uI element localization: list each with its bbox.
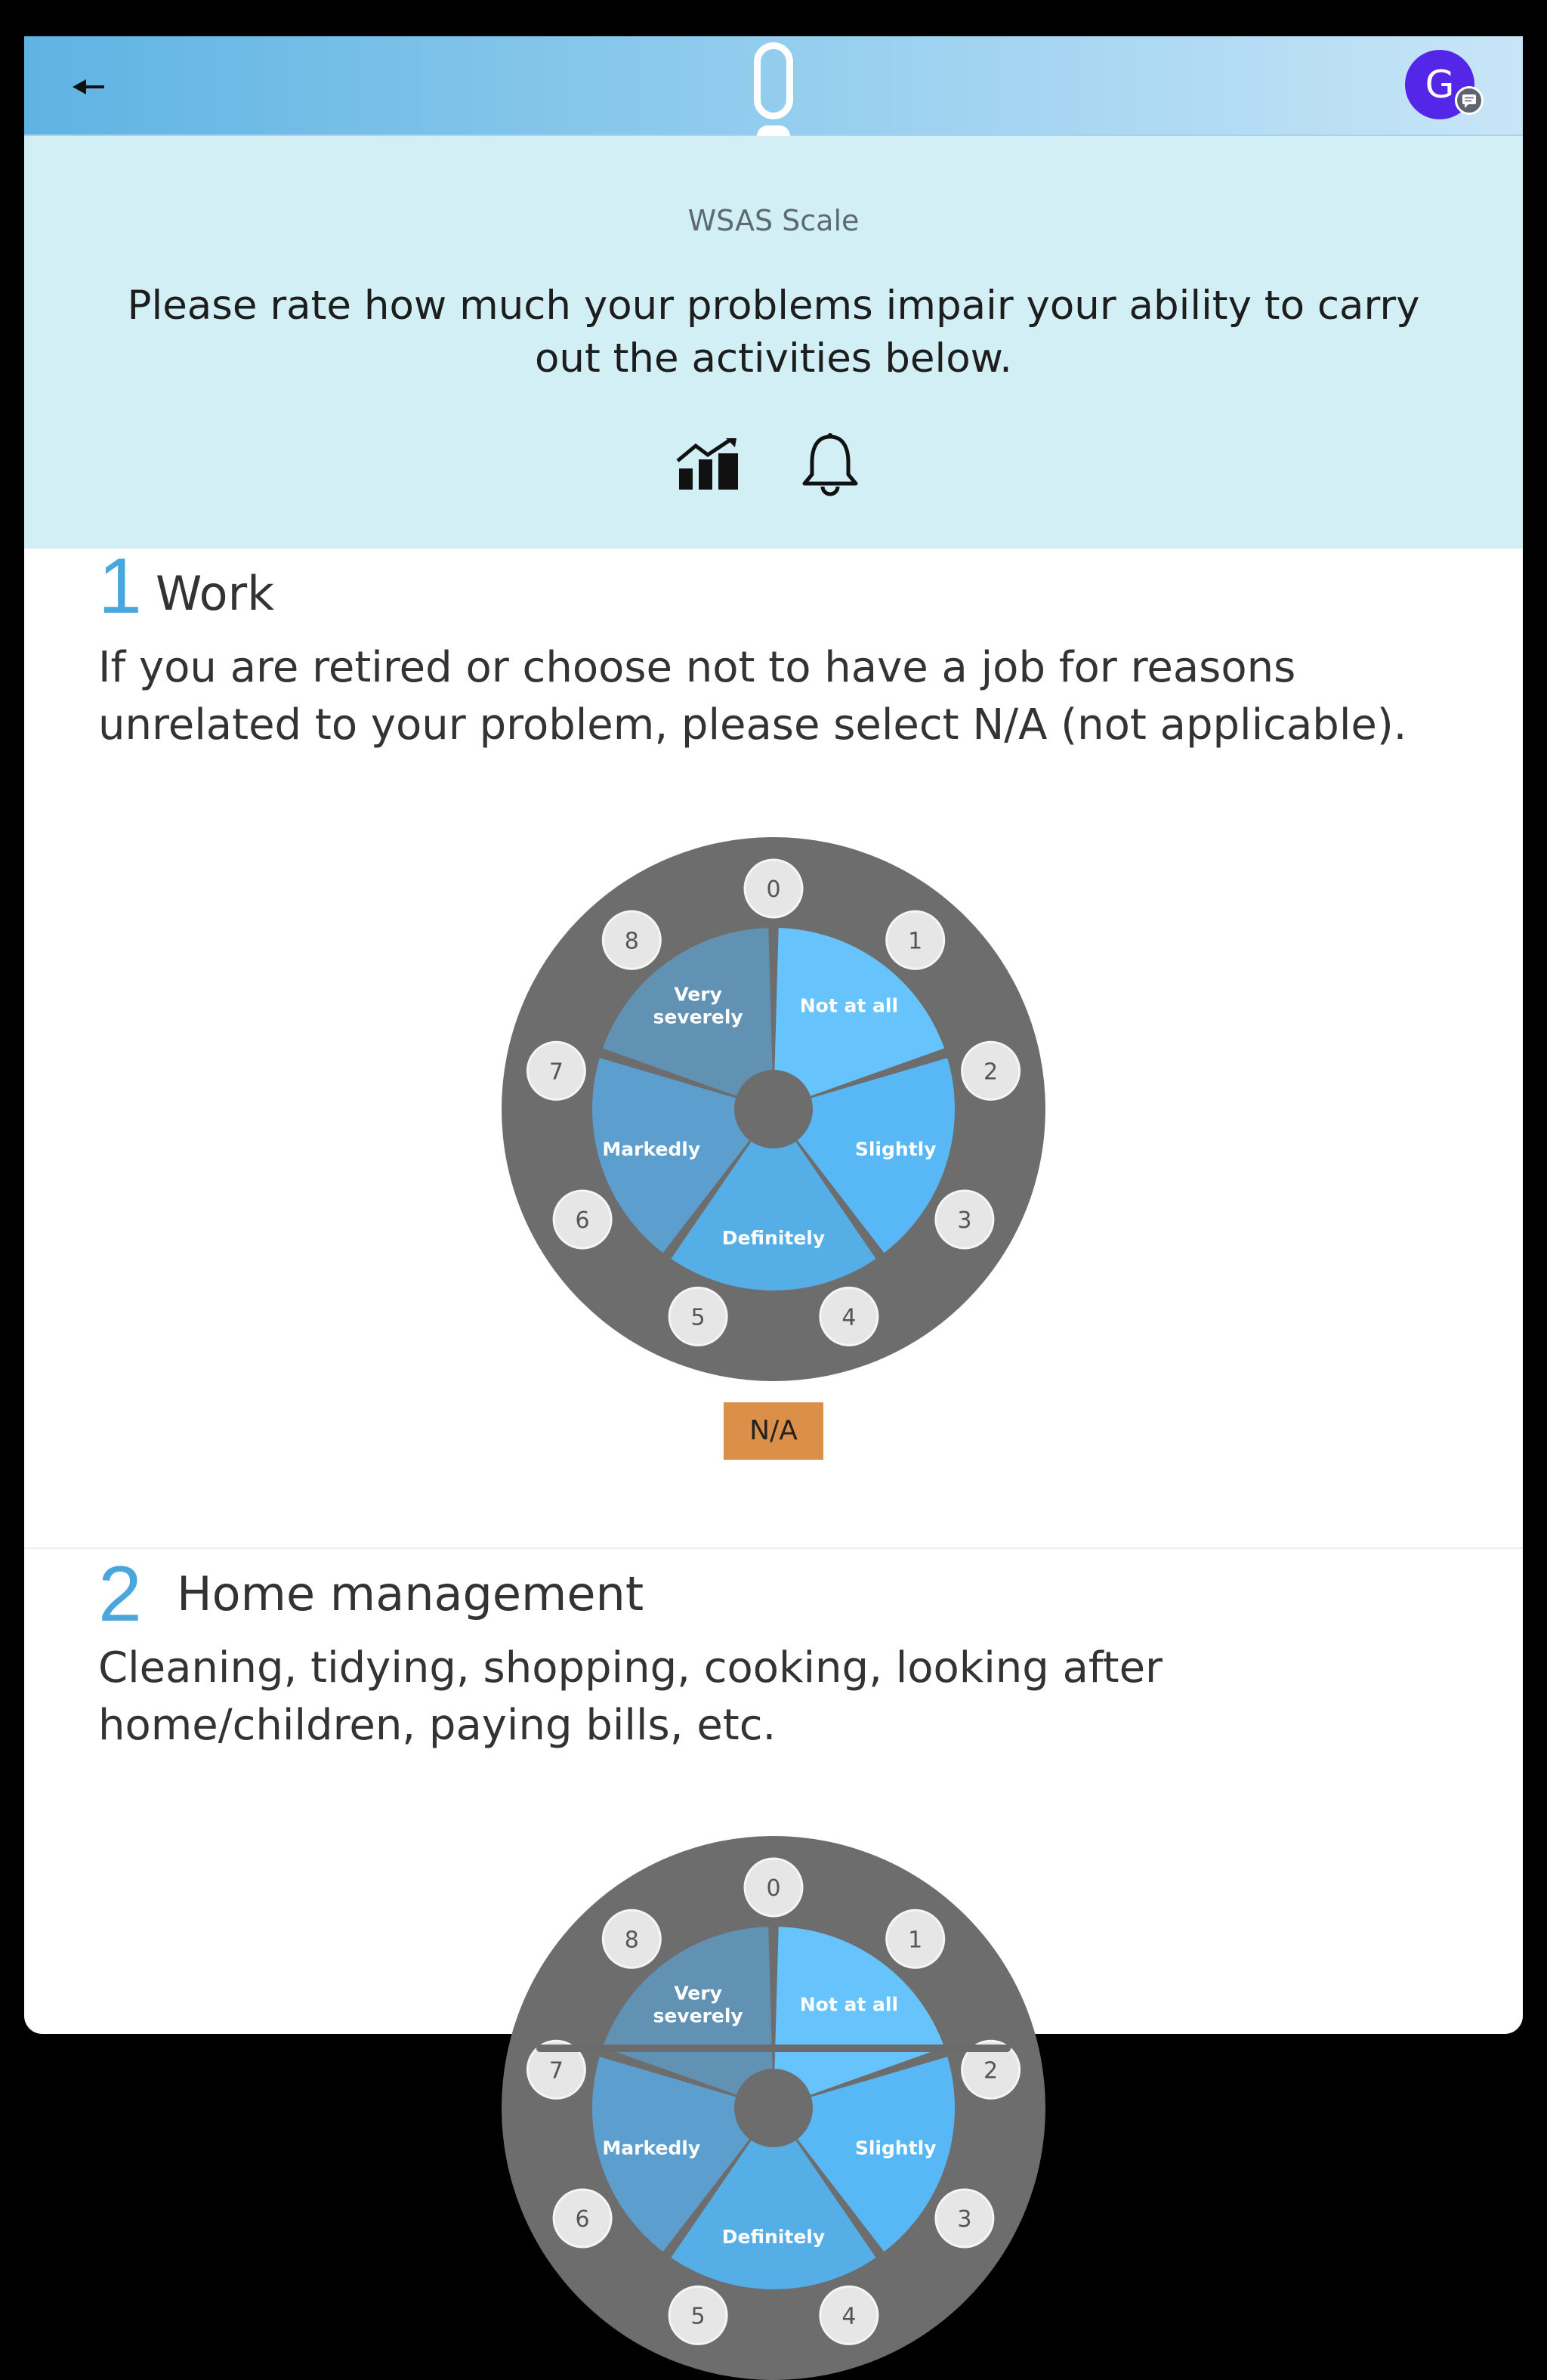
dial-segment-label: Slightly bbox=[854, 2137, 937, 2159]
question-title: Home management bbox=[177, 1566, 644, 1621]
rating-dial[interactable] bbox=[502, 837, 1045, 1381]
dial-option-number: 4 bbox=[841, 2303, 857, 2330]
dial-segment-label: Not at all bbox=[799, 994, 899, 1017]
dial-option-0[interactable] bbox=[745, 1859, 802, 1916]
dial-option-number: 1 bbox=[908, 928, 923, 955]
bell-icon[interactable] bbox=[801, 432, 859, 496]
dial-option-4[interactable] bbox=[820, 1287, 878, 1345]
dial-option-number: 3 bbox=[957, 2206, 972, 2233]
na-button[interactable]: N/A bbox=[724, 1402, 823, 1460]
dial-option-number: 6 bbox=[575, 2206, 590, 2233]
intro-instructions: Please rate how much your problems impair your ability to carry out the activities below. bbox=[127, 283, 1420, 382]
dial-option-7[interactable] bbox=[527, 1042, 585, 1099]
dial-option-number: 2 bbox=[983, 2057, 999, 2085]
dial-option-number: 5 bbox=[690, 1304, 706, 1331]
dial-option-number: 0 bbox=[766, 876, 781, 903]
home-indicator bbox=[536, 2045, 1011, 2052]
dial-segment-label: Slightly bbox=[854, 1138, 937, 1161]
intro-panel bbox=[24, 136, 1523, 549]
dial-segment-label: Markedly bbox=[602, 2137, 701, 2159]
dial-segment-label: Not at all bbox=[799, 1993, 899, 2016]
dial-hub bbox=[734, 1070, 813, 1148]
arrow-left-icon[interactable] bbox=[69, 68, 130, 106]
scale-title: WSAS Scale bbox=[687, 204, 860, 237]
dial-option-number: 6 bbox=[575, 1207, 590, 1234]
dial-option-0[interactable] bbox=[745, 860, 802, 917]
dial-segment-label: Definitely bbox=[721, 2226, 826, 2248]
question-description: If you are retired or choose not to have a job for reasons unrelated to your problem, please select N/A (not applicable). bbox=[98, 643, 1407, 750]
chat-bubble-icon[interactable] bbox=[1455, 86, 1484, 115]
dial-option-1[interactable] bbox=[887, 1910, 944, 1967]
dial-segment-label: Markedly bbox=[602, 1138, 701, 1161]
dial-hub bbox=[734, 2069, 813, 2147]
dial-option-number: 3 bbox=[957, 1207, 972, 1234]
dial-option-number: 1 bbox=[908, 1927, 923, 1954]
app-logo bbox=[754, 42, 793, 119]
question-description: Cleaning, tidying, shopping, cooking, looking after home/children, paying bills, etc. bbox=[98, 1643, 1163, 1750]
dial-option-3[interactable] bbox=[936, 1191, 993, 1248]
dial-option-1[interactable] bbox=[887, 911, 944, 969]
dial-option-8[interactable] bbox=[603, 911, 660, 969]
question-work bbox=[24, 542, 1523, 1549]
dial-option-number: 8 bbox=[624, 928, 639, 955]
rating-dial[interactable] bbox=[502, 1836, 1045, 2380]
avatar[interactable]: G bbox=[1405, 50, 1474, 119]
app-logo-dot bbox=[757, 125, 790, 136]
question-number: 1 bbox=[98, 542, 142, 630]
dial-option-6[interactable] bbox=[554, 2190, 611, 2247]
question-title: Work bbox=[156, 566, 274, 621]
dial-option-number: 7 bbox=[548, 2057, 564, 2085]
dial-segment-label: Very severely bbox=[653, 1982, 743, 2027]
question-number: 2 bbox=[98, 1550, 142, 1638]
dial-option-2[interactable] bbox=[962, 1042, 1020, 1099]
dial-option-4[interactable] bbox=[820, 2286, 878, 2344]
dial-option-number: 0 bbox=[766, 1875, 781, 1902]
dial-option-number: 5 bbox=[690, 2303, 706, 2330]
dial-segment-label: Definitely bbox=[721, 1227, 826, 1249]
dial-option-6[interactable] bbox=[554, 1191, 611, 1248]
dial-segment-label: Very severely bbox=[653, 983, 743, 1028]
dial-option-number: 8 bbox=[624, 1927, 639, 1954]
dial-option-number: 2 bbox=[983, 1059, 999, 1086]
question-home-management bbox=[24, 1549, 1523, 2330]
dial-option-number: 7 bbox=[548, 1059, 564, 1086]
app-screen bbox=[24, 36, 1523, 2330]
bar-chart-icon[interactable] bbox=[676, 438, 741, 491]
dial-option-5[interactable] bbox=[669, 1287, 727, 1345]
dial-option-8[interactable] bbox=[603, 1910, 660, 1967]
dial-option-number: 4 bbox=[841, 1304, 857, 1331]
dial-option-3[interactable] bbox=[936, 2190, 993, 2247]
top-bar bbox=[24, 36, 1523, 136]
dial-option-5[interactable] bbox=[669, 2286, 727, 2344]
